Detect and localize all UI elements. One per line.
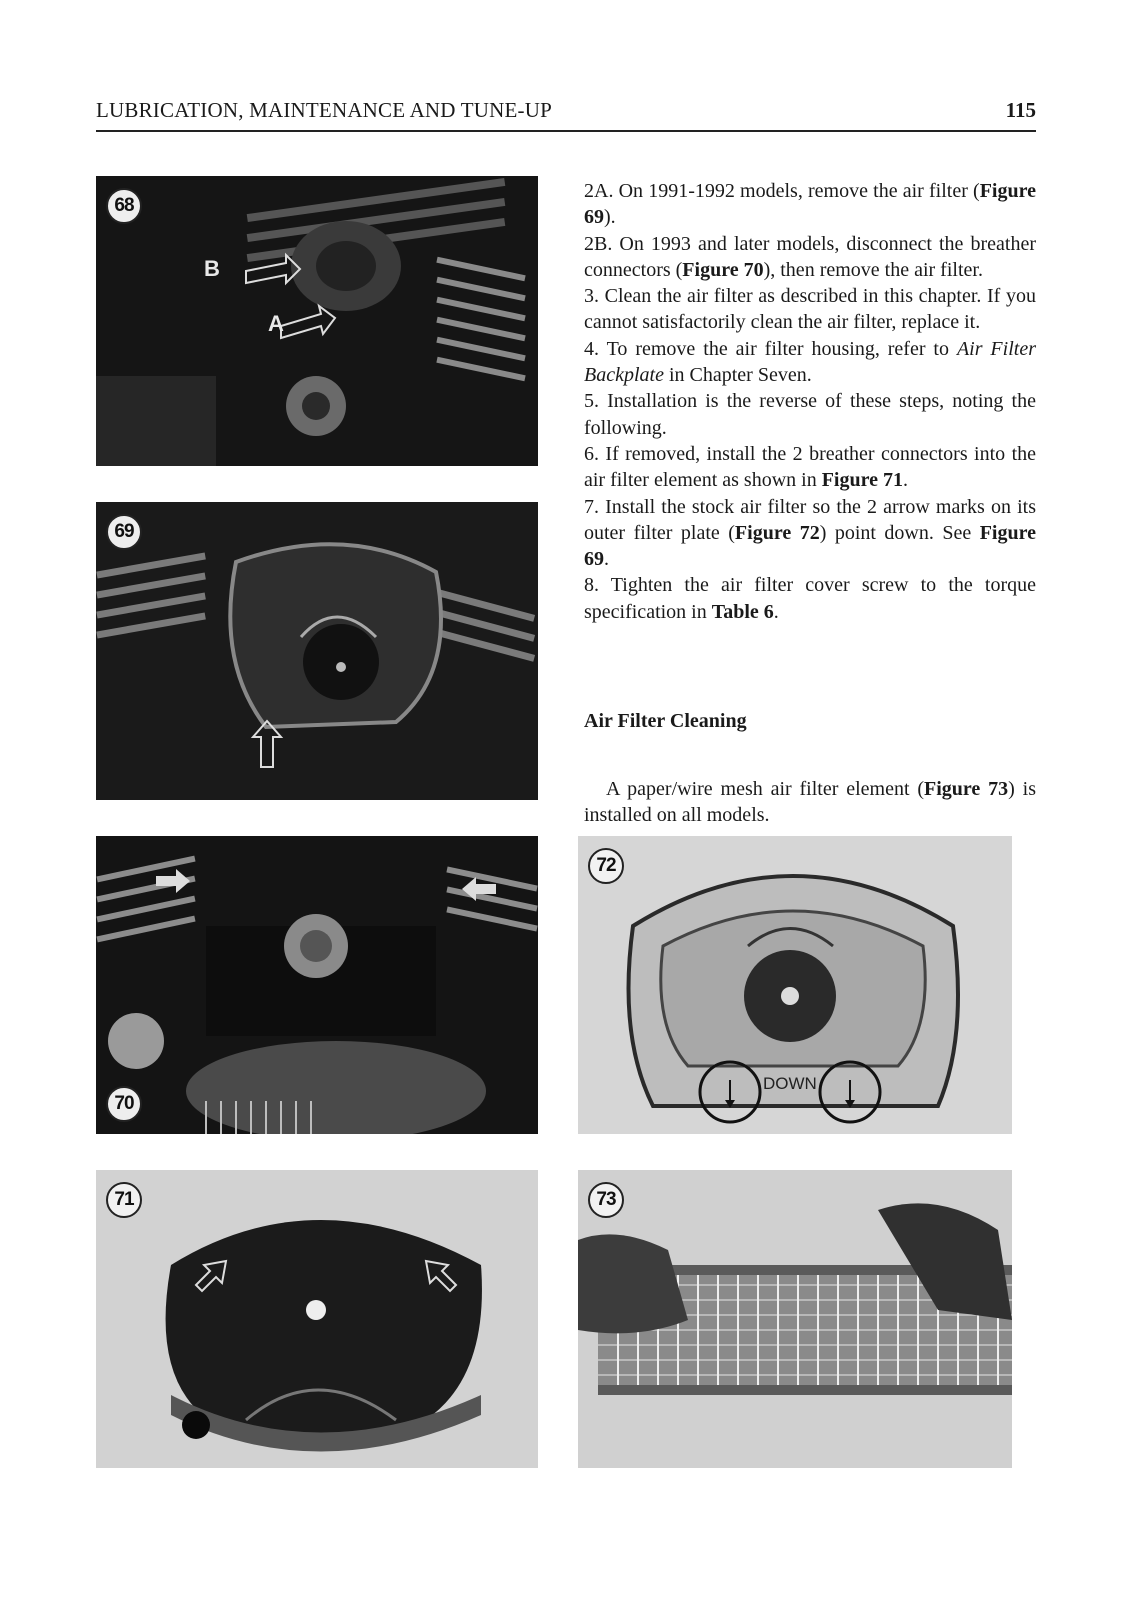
figure-ref: Figure 71 (821, 469, 904, 492)
filter-element-breather-illustration (96, 1170, 538, 1468)
step-8: 8. Tighten the air filter cover screw to the torque specification in Table 6. (584, 574, 1036, 623)
figure-69-number: 69 (106, 514, 142, 550)
table-ref: Table 6 (711, 600, 774, 623)
figure-73-photo (578, 1170, 1012, 1468)
air-filter-installed-illustration (96, 502, 538, 800)
figure-ref: Figure 73 (924, 778, 1009, 800)
figure-ref: Figure 70 (682, 258, 764, 281)
figure-68-number: 68 (106, 188, 142, 224)
section-heading: Air Filter Cleaning (584, 710, 747, 732)
step-2b: 2B. On 1993 and later models, disconnect the breather connectors (Figure 70), then remove the air filter. (584, 232, 1036, 281)
figure-ref: Figure 69 (584, 521, 1036, 571)
page-number: 115 (1005, 98, 1036, 122)
figure-71-photo (96, 1170, 538, 1468)
figure-71-number: 71 (106, 1182, 142, 1218)
chapter-title: LUBRICATION, MAINTENANCE AND TUNE-UP (96, 98, 552, 122)
figure-72-number: 72 (588, 848, 624, 884)
breather-connectors-illustration (96, 836, 538, 1134)
figure-70-photo (96, 836, 538, 1134)
italic-ref: Air Filter Backplate (584, 337, 1036, 387)
procedure-steps (584, 178, 1036, 625)
figure-ref: Figure 72 (734, 521, 820, 544)
engine-photo-illustration (96, 176, 538, 466)
step-4: 4. To remove the air filter housing, refer to Air Filter Backplate in Chapter Seven. (584, 337, 1036, 387)
page-header (96, 98, 1036, 132)
section-paragraph: A paper/wire mesh air filter element (Figure 73) is installed on all models. (584, 778, 1036, 827)
step-6: 6. If removed, install the 2 breather connectors into the air filter element as shown in Figure 71. (584, 442, 1036, 492)
plate-down-text: DOWN (763, 1074, 817, 1093)
figure-68-label-a: A (268, 311, 284, 336)
step-7: 7. Install the stock air filter so the 2 arrow marks on its outer filter plate (Figure 72) point down. See Figure 69. (584, 495, 1036, 571)
figure-70-number: 70 (106, 1086, 142, 1122)
step-2a: 2A. On 1991-1992 models, remove the air filter (Figure 69). (584, 180, 1036, 229)
figure-72-photo (578, 836, 1012, 1134)
paper-wire-mesh-filter-illustration (578, 1170, 1012, 1468)
step-3: 3. Clean the air filter as described in this chapter. If you cannot satisfactorily clean the air filter, replace it. (584, 285, 1036, 334)
figure-68-label-b: B (204, 256, 220, 281)
figure-73-number: 73 (588, 1182, 624, 1218)
figure-ref: Figure 69 (584, 180, 1036, 229)
figure-68-photo (96, 176, 538, 466)
figure-69-photo (96, 502, 538, 800)
step-5: 5. Installation is the reverse of these steps, noting the following. (584, 390, 1036, 439)
